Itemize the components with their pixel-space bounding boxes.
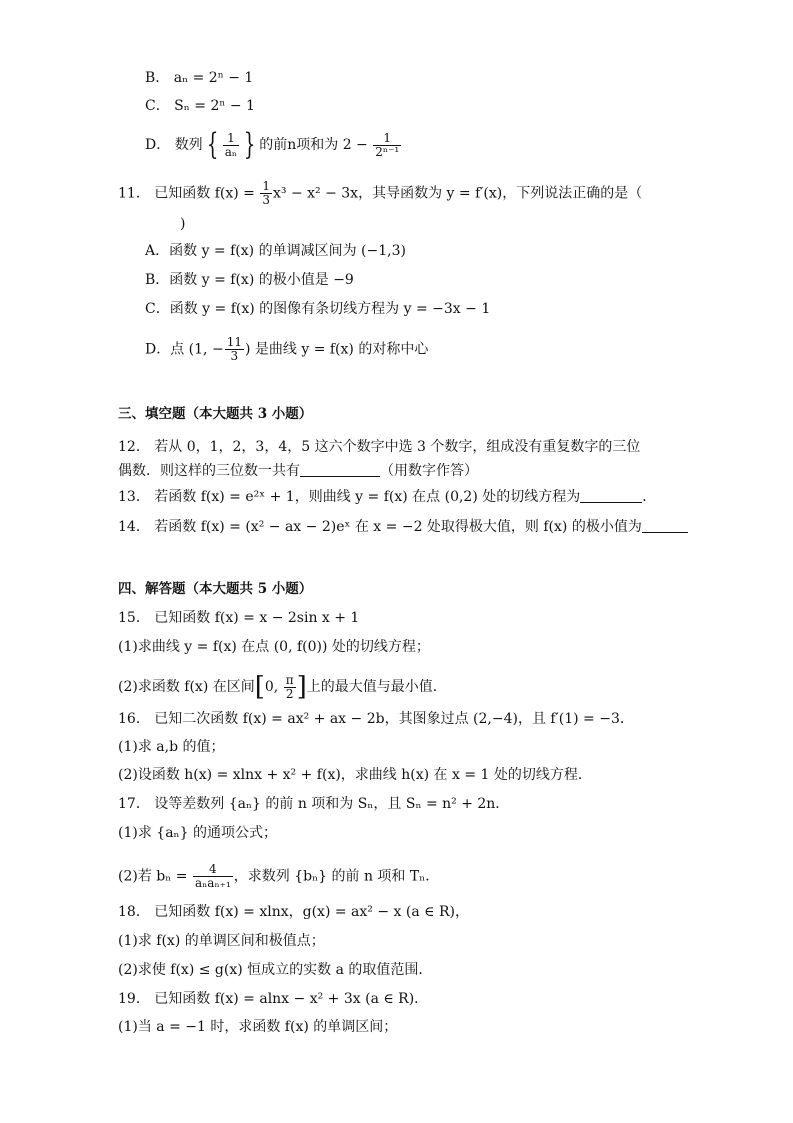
fraction: $\frac{1}{3}$ — [262, 179, 270, 207]
q19-part1: (1)当 a = −1 时，求函数 f(x) 的单调区间； — [118, 1019, 398, 1035]
q17-part2: (2)若 bₙ = $\frac{4}{\text{aₙaₙ₊₁}}$ ，求数列 {bₙ} 的前 n 项和 Tₙ． — [118, 862, 440, 890]
q16: 16． 已知二次函数 f(x) = ax² + ax − 2b，其图象过点 (2,−4)，且 f′(1) = −3． — [118, 711, 634, 727]
q16-part1: (1)求 a,b 的值； — [118, 739, 225, 755]
q15-part1: (1)求曲线 y = f(x) 在点 (0, f(0)) 处的切线方程； — [118, 639, 430, 655]
answer-blank — [642, 518, 688, 533]
fraction: $\frac{1}{\text{aₙ}}$ — [224, 130, 238, 159]
q10-option-c: C． Sₙ = 2ⁿ − 1 — [145, 98, 255, 114]
q15-part2: (2)求函数 f(x) 在区间[0, $\frac{\pi}{2}$ ]上的最大值与最小值． — [118, 672, 447, 702]
q10-option-d: D． 数列 { $\frac{1}{\text{aₙ}}$ } 的前n项和为 2 − $\frac{1}{\text{2ⁿ⁻¹}}$ — [145, 127, 400, 162]
q11-option-d: D．点 (1, − $\frac{11}{3}$ ) 是曲线 y = f(x) 的对称中心 — [145, 335, 429, 363]
q18-part2: (2)求使 f(x) ≤ g(x) 恒成立的实数 a 的取值范围． — [118, 962, 433, 978]
q10-option-b: B． aₙ = 2ⁿ − 1 — [145, 70, 254, 86]
q17: 17． 设等差数列 {aₙ} 的前 n 项和为 Sₙ，且 Sₙ = n² + 2n． — [118, 796, 510, 812]
q11-stem: 11． 已知函数 f(x) = $\frac{1}{3}$ x³ − x² − 3x，其导函数为 y = f′(x)，下列说法正确的是（ — [118, 179, 643, 207]
q14: 14． 若函数 f(x) = (x² − ax − 2)eˣ 在 x = −2 处取得极大值，则 f(x) 的极小值为 — [118, 518, 688, 536]
q11-option-a: A．函数 y = f(x) 的单调减区间为 (−1,3) — [145, 243, 406, 259]
q18-part1: (1)求 f(x) 的单调区间和极值点； — [118, 933, 325, 949]
q17-part1: (1)求 {aₙ} 的通项公式； — [118, 825, 277, 841]
q19: 19． 已知函数 f(x) = alnx − x² + 3x (a ∈ R)． — [118, 991, 429, 1007]
q12-line2: 偶数．则这样的三位数一共有 （用数字作答） — [118, 463, 478, 479]
fraction: $\frac{4}{\text{aₙaₙ₊₁}}$ — [194, 862, 231, 890]
q15: 15． 已知函数 f(x) = x − 2sin x + 1 — [118, 610, 360, 626]
q16-part2: (2)设函数 h(x) = xlnx + x² + f(x)，求曲线 h(x) 在 x = 1 处的切线方程． — [118, 767, 592, 783]
fraction: $\frac{\pi}{2}$ — [285, 672, 294, 701]
q11-option-c: C．函数 y = f(x) 的图像有条切线方程为 y = −3x − 1 — [145, 301, 491, 317]
fraction: $\frac{11}{3}$ — [226, 335, 242, 363]
section-title-solve: 四、解答题（本大题共 5 小题） — [118, 581, 313, 597]
section-title-fill-blank: 三、填空题（本大题共 3 小题） — [118, 406, 313, 422]
q13: 13． 若函数 f(x) = e²ˣ + 1，则曲线 y = f(x) 在点 (0,2) 处的切线方程为 ． — [118, 489, 657, 505]
q18: 18． 已知函数 f(x) = xlnx，g(x) = ax² − x (a ∈ R)， — [118, 904, 469, 920]
q12-line1: 12． 若从 0，1，2，3，4，5 这六个数字中选 3 个数字，组成没有重复数字的三位 — [118, 439, 641, 455]
q11-option-b: B．函数 y = f(x) 的极小值是 −9 — [145, 272, 354, 288]
answer-blank — [580, 488, 642, 503]
answer-blank — [300, 462, 380, 477]
fraction: $\frac{1}{\text{2ⁿ⁻¹}}$ — [375, 130, 400, 159]
q11-close-paren: ) — [180, 216, 186, 232]
